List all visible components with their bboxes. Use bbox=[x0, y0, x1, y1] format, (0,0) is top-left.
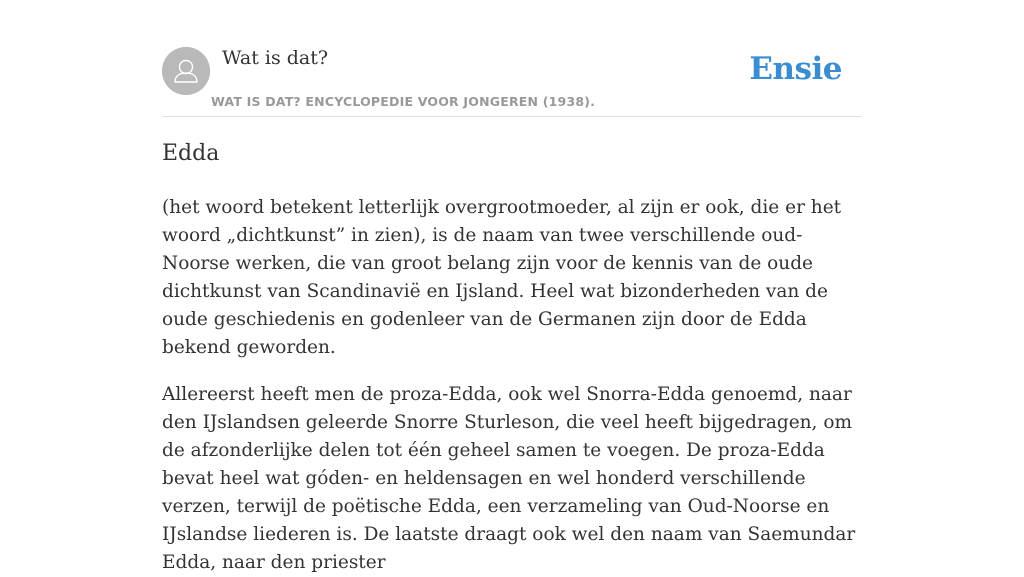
source-subtitle: WAT IS DAT? ENCYCLOPEDIE VOOR JONGEREN (1938). bbox=[211, 94, 596, 109]
article-paragraph: Allereerst heeft men de proza-Edda, ook wel Snorra-Edda genoemd, naar den IJslandsen geleerde Snorre Sturleson, die veel heeft bijgedragen, om de afzonderlijke delen tot één geheel samen te voegen. De proza-Edda bevat heel wat góden- en heldensagen en wel honderd verschillende verzen, terwijl de poëtische Edda, een verzameling van Oud-Noorse en IJslandse liederen is. De laatste draagt ook wel den naam van Saemundar Edda, naar den priester bbox=[162, 384, 856, 573]
source-title-link[interactable]: Wat is dat? bbox=[222, 47, 329, 69]
ensie-logo-link[interactable]: Ensie bbox=[749, 51, 842, 87]
user-avatar-icon[interactable] bbox=[162, 47, 210, 95]
article-paragraph: (het woord betekent letterlijk overgrootmoeder, al zijn er ook, die er het woord „dichtkunst” in zien), is de naam van twee verschillende oud-Noorse werken, die van groot belang zijn voor de kennis van de oude dichtkunst van Scandinavië en Ijsland. Heel wat bizonderheden van de oude geschiedenis en godenleer van de Germanen zijn door de Edda bekend geworden. bbox=[162, 197, 842, 358]
avatar-silhouette bbox=[162, 47, 210, 95]
article bbox=[162, 138, 862, 577]
article-title: Edda bbox=[162, 141, 220, 166]
source-header bbox=[162, 44, 862, 117]
